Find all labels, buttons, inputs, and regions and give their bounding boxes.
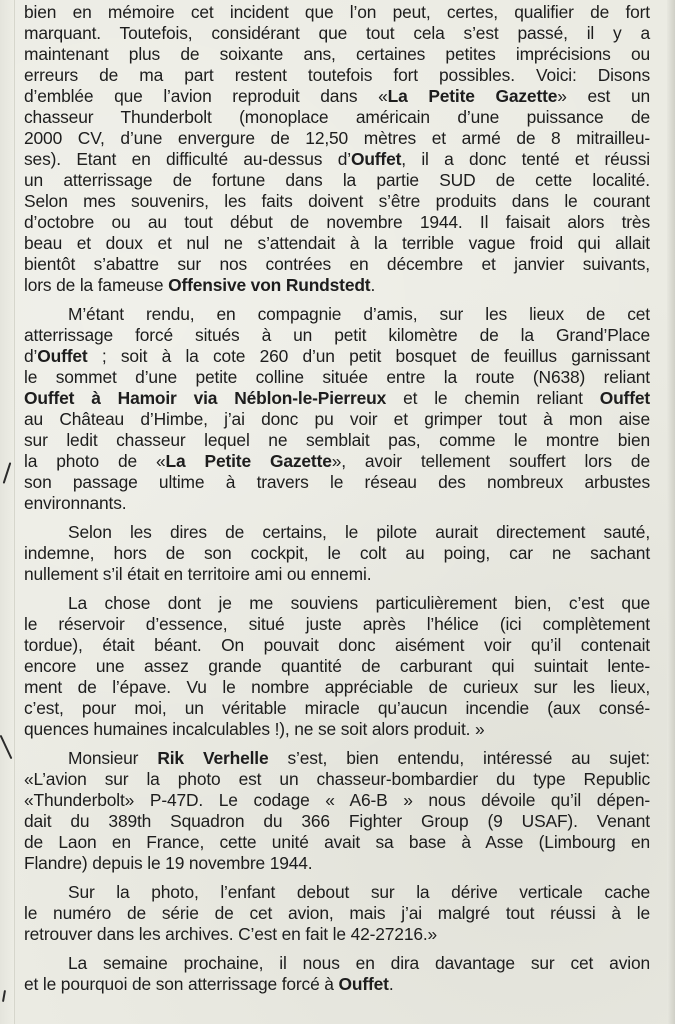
text-line <box>24 748 650 769</box>
article-paragraph <box>24 593 650 740</box>
bold-text: Ouffet <box>37 346 88 366</box>
bold-text: La Petite Gazette <box>165 451 332 471</box>
text-line <box>24 769 650 790</box>
text-run: atterrissage forcé situés à un petit kilomètre de la Grand’Place <box>24 325 650 345</box>
text-line <box>24 656 650 677</box>
text-run: ; soit à la cote 260 d’un petit bosquet de feuillus garnissant <box>87 346 650 366</box>
text-line <box>24 564 650 585</box>
text-run: tordue), était béant. On pouvait donc aisément voir qu’il contenait <box>24 635 650 655</box>
text-run: d’emblée que l’avion reproduit dans « <box>24 86 388 106</box>
article-body <box>24 2 650 1003</box>
text-run: «L’avion sur la photo est un chasseur-bombardier du type Republic <box>24 769 650 789</box>
text-line <box>24 304 650 325</box>
text-line <box>24 493 650 514</box>
text-run: retrouver dans les archives. C’est en fait le 42-27216.» <box>24 924 438 944</box>
bold-text: Ouffet à Hamoir via Néblon-le-Pierreux <box>24 388 387 408</box>
text-run: «Thunderbolt» P-47D. Le codage « A6-B » nous dévoile qu’il dépen- <box>24 790 650 810</box>
text-run: . <box>370 275 376 295</box>
article-paragraph <box>24 2 650 296</box>
text-line <box>24 367 650 388</box>
text-line <box>24 974 650 995</box>
text-run: La chose dont je me souviens particulièrement bien, c’est que <box>68 593 650 613</box>
text-run: et le pourquoi de son atterrissage forcé à <box>24 974 339 994</box>
text-line <box>24 2 650 23</box>
article-paragraph <box>24 304 650 514</box>
text-line <box>24 882 650 903</box>
text-run: ment de l’épave. Vu le nombre appréciable de curieux sur les lieux, <box>24 677 650 697</box>
text-run: maintenant plus de soixante ans, certaines petites imprécisions ou <box>24 44 650 64</box>
text-run: chasseur Thunderbolt (monoplace américain d’une puissance de <box>24 107 650 127</box>
text-run: environnants. <box>24 493 127 513</box>
text-run: lors de la fameuse <box>24 275 169 295</box>
text-line <box>24 149 650 170</box>
text-run: beau et doux et nul ne s’attendait à la terrible vague froid qui allait <box>24 233 650 253</box>
text-run: Sur la photo, l’enfant debout sur la dérive verticale cache <box>68 882 650 902</box>
text-run: d’ <box>24 346 38 366</box>
text-run: Monsieur <box>68 748 158 768</box>
text-line <box>24 472 650 493</box>
text-run: quences humaines incalculables !), ne se soit alors produit. » <box>24 719 485 739</box>
article-paragraph <box>24 882 650 945</box>
text-line <box>24 522 650 543</box>
text-run: son passage ultime à travers le réseau des nombreux arbustes <box>24 472 650 492</box>
text-line <box>24 698 650 719</box>
text-line <box>24 388 650 409</box>
bold-text: Offensive von Rundstedt <box>168 275 371 295</box>
bold-text: La Petite Gazette <box>387 86 558 106</box>
bold-text: Ouffet <box>599 388 650 408</box>
clipping-left-margin <box>0 0 15 1024</box>
bold-text: Rik Verhelle <box>157 748 269 768</box>
text-run: » est un <box>557 86 650 106</box>
text-line <box>24 924 650 945</box>
text-run: un atterrissage de fortune dans la partie SUD de cette localité. <box>24 170 650 190</box>
text-run: c’est, pour moi, un véritable miracle qu’aucun incendie (aux consé- <box>24 698 650 718</box>
text-run: le numéro de série de cet avion, mais j’ai malgré tout réussi à le <box>24 903 650 923</box>
article-paragraph <box>24 522 650 585</box>
text-run: le sommet d’une petite colline située entre la route (N638) reliant <box>24 367 650 387</box>
text-line <box>24 677 650 698</box>
text-line <box>24 614 650 635</box>
text-run: . <box>388 974 394 994</box>
text-run: et le chemin reliant <box>386 388 600 408</box>
text-run: , il a donc tenté et réussi <box>401 149 650 169</box>
text-line <box>24 853 650 874</box>
text-run: au Château d’Himbe, j’ai donc pu voir et grimper tout à mon aise <box>24 409 650 429</box>
text-line <box>24 275 650 296</box>
text-line <box>24 635 650 656</box>
text-run: la photo de « <box>24 451 166 471</box>
text-line <box>24 23 650 44</box>
text-line <box>24 128 650 149</box>
text-run: Flandre) depuis le 19 novembre 1944. <box>24 853 313 873</box>
clipping-right-edge <box>667 0 675 1024</box>
article-paragraph <box>24 953 650 995</box>
text-run: ses). Etant en difficulté au-dessus d’ <box>24 149 351 169</box>
text-line <box>24 191 650 212</box>
text-line <box>24 811 650 832</box>
text-run: La semaine prochaine, il nous en dira davantage sur cet avion <box>68 953 650 973</box>
text-line <box>24 953 650 974</box>
text-run: 2000 CV, d’une envergure de 12,50 mètres et armé de 8 mitrailleu- <box>24 128 650 148</box>
text-run: le réservoir d’essence, situé juste après l’hélice (ici complètement <box>24 614 650 634</box>
text-line <box>24 65 650 86</box>
text-run: Selon les dires de certains, le pilote aurait directement sauté, <box>68 522 650 542</box>
text-line <box>24 409 650 430</box>
text-line <box>24 44 650 65</box>
text-run: bientôt s’abattre sur nos contrées en décembre et janvier suivants, <box>24 254 650 274</box>
text-line <box>24 107 650 128</box>
bold-text: Ouffet <box>338 974 389 994</box>
text-run: », avoir tellement souffert lors de <box>331 451 650 471</box>
text-run: nullement s’il était en territoire ami ou ennemi. <box>24 564 372 584</box>
text-line <box>24 254 650 275</box>
text-line <box>24 170 650 191</box>
text-line <box>24 86 650 107</box>
text-line <box>24 346 650 367</box>
text-line <box>24 325 650 346</box>
text-run: Selon mes souvenirs, les faits doivent s’être produits dans le courant <box>24 191 650 211</box>
text-run: sur ledit chasseur lequel ne semblait pas, comme le montre bien <box>24 430 650 450</box>
text-run: d’octobre ou au tout début de novembre 1944. Il faisait alors très <box>24 212 650 232</box>
text-line <box>24 903 650 924</box>
text-run: M’étant rendu, en compagnie d’amis, sur les lieux de cet <box>68 304 650 324</box>
article-paragraph <box>24 748 650 874</box>
text-run: indemne, hors de son cockpit, le colt au poing, car ne sachant <box>24 543 650 563</box>
text-run: marquant. Toutefois, considérant que tout cela s’est passé, il y a <box>24 23 650 43</box>
text-line <box>24 430 650 451</box>
text-line <box>24 451 650 472</box>
text-line <box>24 593 650 614</box>
text-run: encore une assez grande quantité de carburant qui suintait lente- <box>24 656 650 676</box>
text-line <box>24 790 650 811</box>
bold-text: Ouffet <box>350 149 402 169</box>
text-run: bien en mémoire cet incident que l’on peut, certes, qualifier de fort <box>24 2 650 22</box>
text-line <box>24 719 650 740</box>
text-line <box>24 832 650 853</box>
text-run: s’est, bien entendu, intéressé au sujet: <box>268 748 650 768</box>
text-line <box>24 212 650 233</box>
text-line <box>24 233 650 254</box>
text-run: dait du 389th Squadron du 366 Fighter Group (9 USAF). Venant <box>24 811 650 831</box>
text-run: erreurs de ma part restent toutefois fort possibles. Voici: Disons <box>24 65 650 85</box>
text-run: de Laon en France, cette unité avait sa base à Asse (Limbourg en <box>24 832 650 852</box>
text-line <box>24 543 650 564</box>
